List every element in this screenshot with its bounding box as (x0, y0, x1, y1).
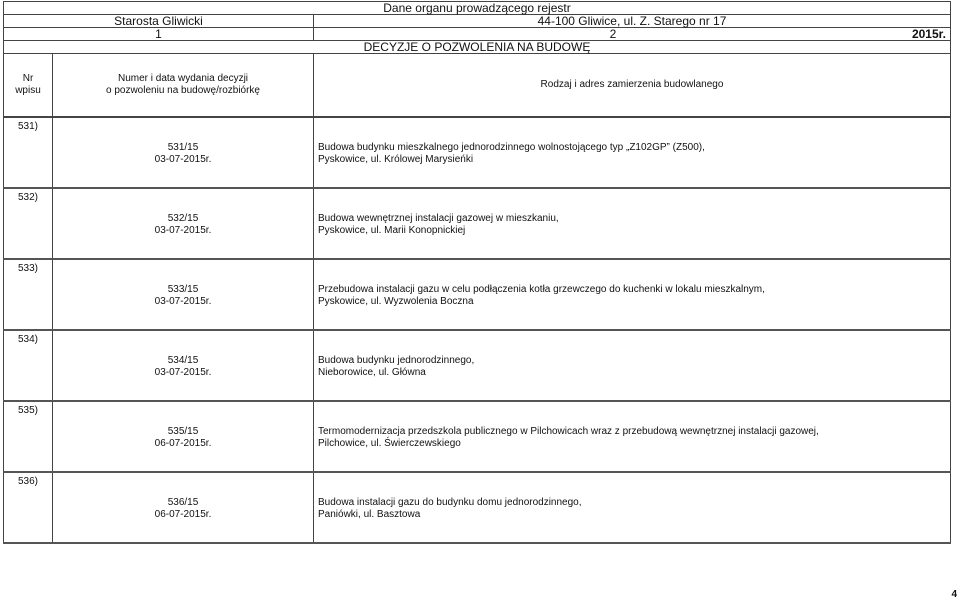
entry-number: 536) (4, 472, 53, 543)
decision-date: 03-07-2015r. (154, 154, 212, 165)
table-row (4, 117, 951, 188)
description-cell (314, 330, 951, 401)
description-type: Budowa instalacji gazu do budynku domu jednorodzinnego, (318, 497, 582, 508)
decision-cell (53, 472, 314, 543)
decision-date: 03-07-2015r. (154, 367, 212, 378)
column-number-2: 2 (609, 27, 617, 41)
table-row (4, 259, 951, 330)
header-nr-line2: wpisu (15, 85, 41, 96)
decision-number: 534/15 (167, 355, 199, 366)
description-address: Pyskowice, ul. Marii Konopnickiej (318, 225, 466, 236)
description-cell (314, 401, 951, 472)
decision-number: 531/15 (167, 142, 199, 153)
table-row (4, 472, 951, 543)
description-address: Pilchowice, ul. Świerczewskiego (318, 438, 461, 449)
description-type: Termomodernizacja przedszkola publicznego w Pilchowicach wraz z przebudową wewnętrznej instalacji gazowej, (318, 426, 819, 437)
decision-number: 533/15 (167, 284, 199, 295)
description-type: Budowa wewnętrznej instalacji gazowej w mieszkaniu, (318, 213, 559, 224)
table-row (4, 401, 951, 472)
section-title: DECYZJE O POZWOLENIA NA BUDOWĘ (4, 41, 951, 54)
entry-number: 533) (4, 259, 53, 330)
decision-cell (53, 259, 314, 330)
year: 2015r. (911, 27, 946, 41)
decision-date: 06-07-2015r. (154, 438, 212, 449)
header-decision-line2: o pozwoleniu na budowę/rozbiórkę (106, 85, 260, 96)
decision-cell (53, 401, 314, 472)
description-cell (314, 472, 951, 543)
table-row (4, 188, 951, 259)
description-address: Paniówki, ul. Basztowa (318, 509, 421, 520)
register-table (3, 1, 951, 544)
description-type: Przebudowa instalacji gazu w celu podłączenia kotła grzewczego do kuchenki w lokalu mieszkalnym, (318, 284, 765, 295)
description-address: Pyskowice, ul. Królowej Marysieńki (318, 154, 474, 165)
description-cell (314, 259, 951, 330)
header-decision (53, 54, 314, 118)
description-cell (314, 117, 951, 188)
description-address: Nieborowice, ul. Główna (318, 367, 426, 378)
description-cell (314, 188, 951, 259)
register-title: Dane organu prowadzącego rejestr (4, 2, 951, 15)
description-address: Pyskowice, ul. Wyzwolenia Boczna (318, 296, 474, 307)
header-decision-line1: Numer i data wydania decyzji (117, 73, 249, 84)
header-description: Rodzaj i adres zamierzenia budowlanego (314, 54, 951, 118)
description-type: Budowa budynku mieszkalnego jednorodzinnego wolnostojącego typ „Z102GP” (Z500), (318, 142, 705, 153)
header-nr-line1: Nr (22, 73, 34, 84)
header-nr (4, 54, 53, 118)
decision-date: 06-07-2015r. (154, 509, 212, 520)
organ-address: 44-100 Gliwice, ul. Z. Starego nr 17 (314, 15, 951, 28)
page-number: 4 (951, 589, 957, 600)
table-row (4, 330, 951, 401)
decision-cell (53, 117, 314, 188)
organ-name: Starosta Gliwicki (4, 15, 314, 28)
decision-number: 536/15 (167, 497, 199, 508)
entry-number: 532) (4, 188, 53, 259)
decision-cell (53, 330, 314, 401)
entry-number: 531) (4, 117, 53, 188)
decision-number: 532/15 (167, 213, 199, 224)
column-number-1: 1 (4, 28, 314, 41)
entry-number: 534) (4, 330, 53, 401)
decision-number: 535/15 (167, 426, 199, 437)
decision-date: 03-07-2015r. (154, 296, 212, 307)
entry-number: 535) (4, 401, 53, 472)
decision-date: 03-07-2015r. (154, 225, 212, 236)
column-number-2-cell (314, 28, 951, 41)
description-type: Budowa budynku jednorodzinnego, (318, 355, 475, 366)
decision-cell (53, 188, 314, 259)
